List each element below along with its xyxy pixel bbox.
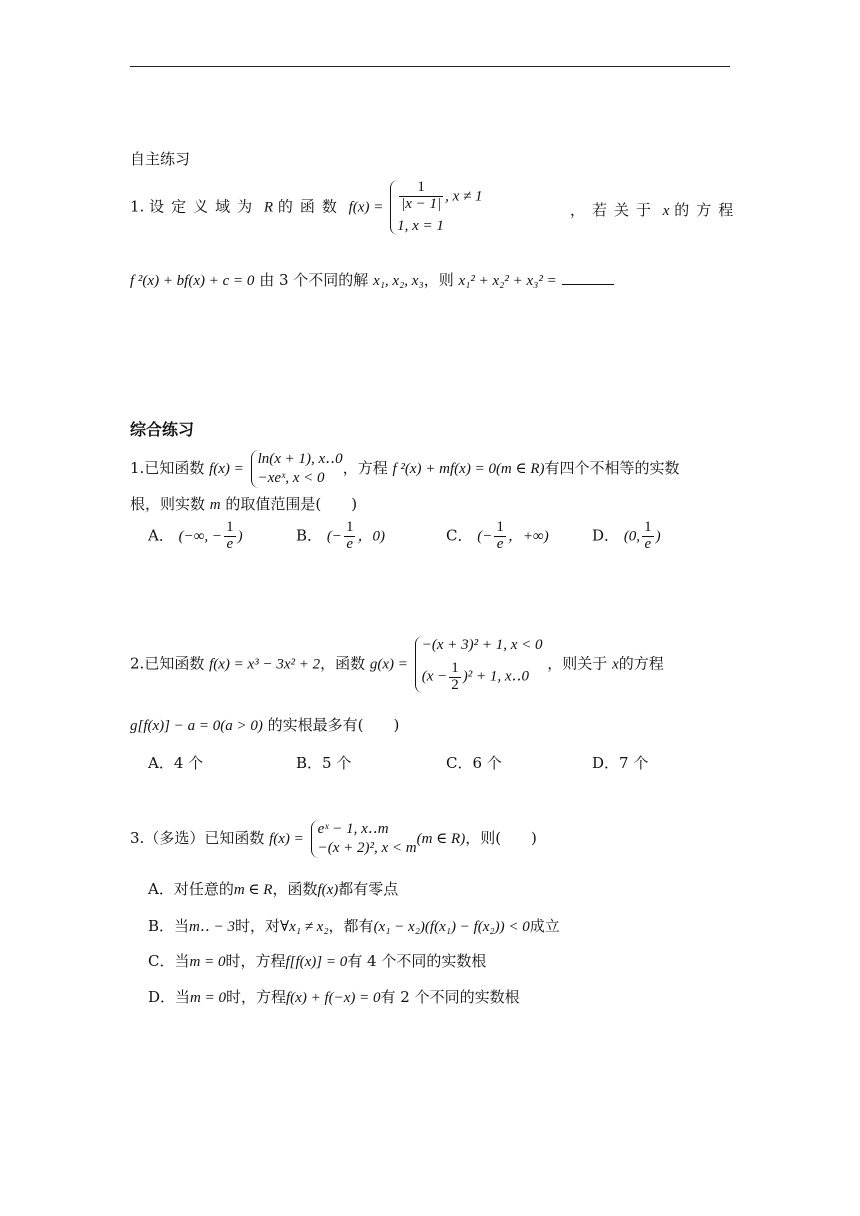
q2-1-option-d: D． (0, $\frac{1}{e}$ ) bbox=[592, 519, 661, 552]
question-2-3-line-1: 3.（多选）已知函数 f(x) = eˣ − 1, x‥m −(x + 2)², x < m (m ∈ R)，则( ) bbox=[130, 821, 537, 856]
q2-1-option-a: A． (−∞, − $\frac{1}{e}$ ) bbox=[148, 519, 243, 552]
question-2-2-line-2: g[f(x)] − a = 0(a > 0) 的实根最多有( ) bbox=[130, 716, 400, 734]
q2-1-option-c: C． (− $\frac{1}{e}$ ，+∞) bbox=[446, 519, 549, 552]
q2-3-option-c: C．当m = 0时，方程f[f(x)] = 0有 4 个不同的实数根 bbox=[148, 952, 487, 970]
q2-3-option-b: B．当m‥ − 3时，对∀x₁ ≠ x₂，都有(x₁ − x₂)(f(x₁) − f(x₂)) < 0成立 bbox=[148, 917, 560, 935]
q2-2-option-c: C．6 个 bbox=[446, 754, 502, 772]
q2-3-option-d: D．当m = 0时，方程f(x) + f(−x) = 0有 2 个不同的实数根 bbox=[148, 988, 520, 1006]
q2-1-option-b: B． (− $\frac{1}{e}$ ，0) bbox=[296, 519, 385, 552]
answer-blank bbox=[562, 272, 614, 285]
section-title-comprehensive: 综合练习 bbox=[130, 420, 195, 439]
question-2-1-line-2: 根，则实数 m 的取值范围是( ) bbox=[130, 495, 358, 513]
q2-2-option-b: B．5 个 bbox=[296, 754, 352, 772]
question-1-line-2: f ²(x) + bf(x) + c = 0 由 3 个不同的解 x₁, x₂, x₃，则 x₁² + x₂² + x₃² = bbox=[130, 272, 614, 289]
q2-2-option-d: D．7 个 bbox=[592, 754, 649, 772]
question-2-1-line-1: 1.已知函数 f(x) = ln(x + 1), x‥0 −xeˣ, x < 0 ，方程 f ²(x) + mf(x) = 0(m ∈ R)有四个不相等的实数 bbox=[130, 451, 680, 486]
q2-2-option-a: A．4 个 bbox=[148, 754, 204, 772]
header-rule bbox=[130, 66, 730, 67]
piecewise-brace: $\frac{1}{|x - 1|}$ , x ≠ 1 1, x = 1 bbox=[390, 180, 482, 235]
question-1-line-1-tail: ，若关于 x 的方程 bbox=[570, 201, 741, 219]
q2-3-option-a: A．对任意的m ∈ R，函数f(x)都有零点 bbox=[148, 880, 399, 898]
section-title-self-practice: 自主练习 bbox=[130, 150, 191, 168]
question-1-line-1: 1. 设定义域为 R 的函数 f(x) = $\frac{1}{|x - 1|}$ , x ≠ 1 1, x = 1 bbox=[130, 179, 483, 234]
question-2-2-line-1: 2.已知函数 f(x) = x³ − 3x² + 2，函数 g(x) = −(x + 3)² + 1, x < 0 (x − $\frac{1}{2}$ )² + 1, x‥0 ，则关于 x的方程 bbox=[130, 637, 664, 693]
